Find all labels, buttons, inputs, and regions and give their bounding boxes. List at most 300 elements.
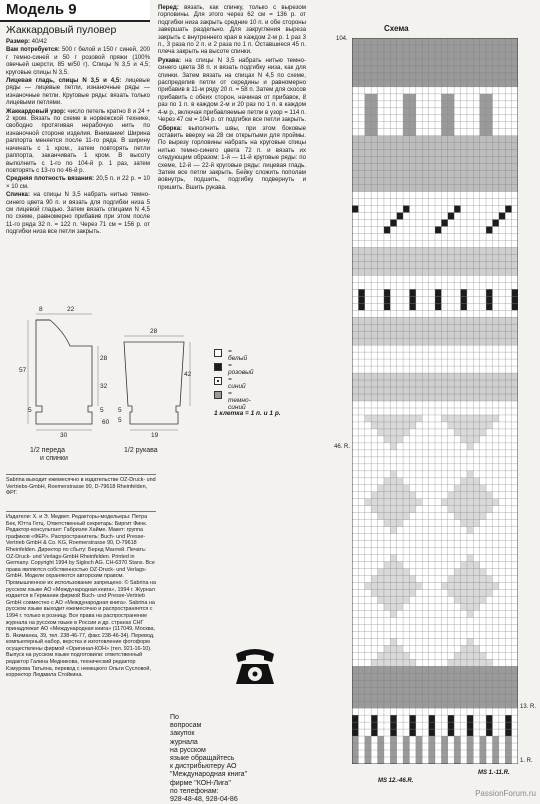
chart-cell [480, 736, 486, 743]
dim-neck: 22 [67, 306, 75, 313]
chart-cell [384, 596, 390, 603]
chart-cell [409, 115, 415, 122]
chart-cell [461, 429, 467, 436]
chart-cell [492, 736, 498, 743]
instructions-mid-column [158, 4, 306, 192]
chart-cell [441, 736, 447, 743]
chart-cell [480, 743, 486, 750]
chart-cell [461, 659, 467, 666]
dim-total-height: 57 [19, 367, 27, 374]
chart-cell [429, 743, 435, 750]
chart-cell [480, 94, 486, 101]
chart-cell [352, 729, 358, 736]
chart-cell [403, 596, 409, 603]
imprint-credits: Издатели: Х. и Э. Медвет. Редакторы-модельеры: Петра Бек, Ютта Гетц. Ответственный секретарь: Биргит Финк. Редактор-консультант: Габриэле Хайме. Макет: группа графиков «ФЕР». Распространитель: Buch- und Presse-Vertrieb GmbH & Co. KG, Roemerstrasse 90, D-79618 Rheinfelden. Директор по сбыту: Бернд Мантей. Печать: OZ-Druck- und Verlags-GmbH Rheinfelden. Printed in Germany. Copyright 1994 by Sigloch AG. CH-6370 Stans. Все права являются собственностью OZ-Druck- und Verlags-GmbH. Модели охраняются авторским правом. Промышленное их использование запрещено. © Sabrina на русском языке АО «Международная книга», 1994 г. Журнал издается в Германии фирмой Buch- und Presse-Vertrieb GmbH совместно с АО «Международная книга». Sabrina на русском языке выходит ежемесячно и распространяется с 1994 г. только в розницу. Все права на распространение журнала на русском языке в России и др. странах СНГ принадлежат АО «Международная книга» (117049, Москва, Б. Якиманка, 39, тел. 238-46-77, факс 238-46-34). Перевод, компьютерный набор, верстка и изготовление фотоформ осуществлены фирмой «Оригинал-КОН» (тел. 921-16-10). Выпуск на русском языке подготовили: ответственный редактор Галина Медникова, технический редактор Кэмурова Татьяна, перевод с немецкого Ольги Сусловой, корректор Людмила Стойкина. [6, 511, 156, 679]
chart-cell [467, 471, 473, 478]
chart-cell [390, 596, 396, 603]
chart-cell [467, 436, 473, 443]
chart-cell [467, 743, 473, 750]
chart-cell [454, 736, 460, 743]
chart-cell [467, 499, 473, 506]
chart-cell [473, 513, 479, 520]
chart-cell [371, 715, 377, 722]
chart-cell [409, 492, 415, 499]
chart-cell [390, 485, 396, 492]
chart-cell [480, 513, 486, 520]
chart-cell [384, 645, 390, 652]
chart-cell [416, 750, 422, 757]
chart-cell [480, 757, 486, 764]
front-back-outline [36, 320, 92, 424]
chart-cell [403, 485, 409, 492]
chart-cell [467, 638, 473, 645]
dim-armhole: 28 [100, 355, 108, 362]
chart-cell [454, 750, 460, 757]
chart-cell [384, 485, 390, 492]
dim-hem-right: 5 [100, 407, 104, 414]
chart-cell [467, 555, 473, 562]
chart-cell [492, 499, 498, 506]
chart-cell [454, 589, 460, 596]
page-title: Модель 9 [6, 1, 77, 18]
distributor-ad: По вопросам закупок журнала на русском языке обращайтесь к дистрибьютеру АО "Международная книга" фирме "КОН-Лига" по телефонам: 928-48-48, 928-04-86 [170, 714, 248, 804]
chart-cell [467, 736, 473, 743]
chart-cell [486, 122, 492, 129]
chart-cell [365, 122, 371, 129]
chart-cell [397, 415, 403, 422]
chart-cell [371, 499, 377, 506]
chart-cell [352, 722, 358, 729]
chart-cell [390, 583, 396, 590]
chart-cell [384, 499, 390, 506]
chart-cell [390, 638, 396, 645]
chart-cell [435, 226, 441, 233]
chart-cell [416, 415, 422, 422]
chart-cell [384, 289, 390, 296]
chart-cell [390, 729, 396, 736]
chart-cell [441, 415, 447, 422]
chart-cell [448, 576, 454, 583]
chart-cell [467, 589, 473, 596]
chart-cell [441, 583, 447, 590]
chart-cell [378, 596, 384, 603]
chart-cell [365, 129, 371, 136]
chart-cell [403, 569, 409, 576]
sleeve-outline [124, 342, 184, 424]
chart-cell [378, 750, 384, 757]
chart-cell [492, 583, 498, 590]
chart-cell [429, 750, 435, 757]
chart-cell [409, 101, 415, 108]
chart-cell [448, 492, 454, 499]
chart-cell [403, 101, 409, 108]
chart-cell [448, 101, 454, 108]
chart-cell [416, 736, 422, 743]
swatch-pink-icon [214, 363, 222, 371]
chart-cell [454, 513, 460, 520]
chart-cell [403, 492, 409, 499]
chart-cell [390, 499, 396, 506]
chart-cell [390, 736, 396, 743]
chart-cell [365, 736, 371, 743]
chart-cell [512, 296, 518, 303]
chart-cell [473, 576, 479, 583]
chart-cell [461, 303, 467, 310]
chart-cell [448, 422, 454, 429]
chart-cell [486, 492, 492, 499]
chart-cell [486, 94, 492, 101]
chart-cell [467, 659, 473, 666]
chart-cell [397, 436, 403, 443]
imprint-publisher: Sabrina выходит ежемесячно в издательстве OZ-Druck- und Vertriebs-GmbH, Roemerstrasse 90, D-79618 Rheinfelden, ФРГ. [6, 474, 156, 497]
chart-cell [480, 659, 486, 666]
chart-cell [473, 478, 479, 485]
chart-cell [371, 94, 377, 101]
chart-cell [352, 757, 358, 764]
chart-cell [397, 422, 403, 429]
chart-cell [454, 583, 460, 590]
chart-cell [390, 492, 396, 499]
chart-cell [390, 422, 396, 429]
paragraph-stockinette: Лицевая гладь, спицы N 3,5 и 4,5: лицевые ряды — лицевые петли, изнаночные ряды — изнаночные петли. Круговые ряды: вязать только лицевыми петлями. [6, 77, 150, 107]
chart-cell [480, 115, 486, 122]
chart-cell [480, 101, 486, 108]
chart-cell [416, 757, 422, 764]
paragraph-materials: Вам потребуется: 500 г белой и 150 г синей, 200 г темно-синей и 50 г розовой пряжи (100% овечьей шерсти, 85 м/50 г). Спицы N 3,5 и 4,5; круговые спицы N 3,5. [6, 46, 150, 76]
chart-cell [454, 499, 460, 506]
chart-cell [454, 422, 460, 429]
chart-cell [403, 415, 409, 422]
chart-cell [409, 715, 415, 722]
chart-cell [467, 485, 473, 492]
chart-cell [505, 736, 511, 743]
chart-cell [486, 422, 492, 429]
chart-cell [390, 443, 396, 450]
chart-cell [486, 101, 492, 108]
chart-cell [480, 499, 486, 506]
chart-cell [448, 122, 454, 129]
chart-cell [467, 506, 473, 513]
chart-cell [454, 743, 460, 750]
chart-cell [448, 115, 454, 122]
chart-cell [480, 506, 486, 513]
chart-cell [461, 520, 467, 527]
chart-cell [486, 115, 492, 122]
chart-cell [473, 506, 479, 513]
chart-cell [473, 645, 479, 652]
chart-cell [505, 729, 511, 736]
chart-cell [467, 429, 473, 436]
chart-cell [409, 289, 415, 296]
chart-cell [486, 506, 492, 513]
chart-cell [467, 715, 473, 722]
chart-cell [486, 583, 492, 590]
chart-cell [441, 115, 447, 122]
chart-cell [371, 129, 377, 136]
chart-cell [378, 743, 384, 750]
chart-cell [480, 422, 486, 429]
chart-cell [435, 289, 441, 296]
row-label-1: 1. R. [520, 758, 533, 764]
dim-bottom-width: 30 [60, 432, 68, 439]
chart-cell [448, 415, 454, 422]
chart-cell [461, 485, 467, 492]
chart-cell [467, 750, 473, 757]
chart-cell [441, 101, 447, 108]
chart-cell [448, 94, 454, 101]
chart-cell [403, 422, 409, 429]
chart-cell [403, 206, 409, 213]
chart-cell [461, 436, 467, 443]
row-label-46: 46. R. [334, 444, 351, 450]
chart-cell [397, 569, 403, 576]
chart-cell [365, 94, 371, 101]
chart-cell [492, 415, 498, 422]
chart-cell [467, 645, 473, 652]
chart-cell [390, 659, 396, 666]
chart-cell [480, 429, 486, 436]
chart-cell [378, 757, 384, 764]
chart-cell [461, 415, 467, 422]
dim-sleeve-height: 42 [184, 371, 192, 378]
chart-cell [409, 122, 415, 129]
chart-cell [384, 603, 390, 610]
chart-cell [473, 569, 479, 576]
chart-cell [441, 108, 447, 115]
chart-cell [403, 576, 409, 583]
chart-cell [461, 513, 467, 520]
chart-cell [441, 757, 447, 764]
chart-cell [467, 569, 473, 576]
chart-cell [390, 750, 396, 757]
chart-cell [512, 289, 518, 296]
chart-cell [397, 520, 403, 527]
chart-cell [384, 478, 390, 485]
chart-cell [397, 576, 403, 583]
chart-cell [409, 583, 415, 590]
chart-cell [473, 652, 479, 659]
chart-cell [454, 206, 460, 213]
chart-cell [467, 513, 473, 520]
chart-cell [480, 583, 486, 590]
chart-cell [378, 659, 384, 666]
chart-cell [473, 429, 479, 436]
chart-cell [473, 422, 479, 429]
chart-cell [384, 296, 390, 303]
chart-cell [371, 722, 377, 729]
chart-cell [505, 743, 511, 750]
chart-cell [461, 596, 467, 603]
chart-cell [486, 296, 492, 303]
chart-cell [397, 492, 403, 499]
chart-cell [371, 122, 377, 129]
chart-cell [467, 610, 473, 617]
chart-cell [384, 422, 390, 429]
chart-cell [390, 220, 396, 227]
chart-cell [390, 757, 396, 764]
chart-cell [358, 296, 364, 303]
chart-cell [416, 499, 422, 506]
row-label-104: 104. [336, 36, 348, 42]
title-bar [0, 0, 150, 22]
chart-cell [480, 415, 486, 422]
magazine-page: Модель 9 Жаккардовый пуловер Размер: 40/42 Вам потребуется: 500 г белой и 150 г синей, 200 г темно-синей и 50 г розовой пряжи (100% овечьей шерсти, 85 м/50 г). Спицы N 3,5 и 4,5; круговые спицы N 3,5. Лицевая гладь, спицы N 3,5 и 4,5: лицевые ряды — лицевые петли, изнаночные ряды — изнаночные петли. Круговые ряды: вязать только лицевыми петлями. Жаккардовый узор: число петель кратно 8 и 24 + 2 кром. Вязать по схеме в норвежской технике, свободно протягивая нерабочую нить по изнаночной стороне изделия. Внимание! Ширина раппорта меняется после 11-го ряда. В ширину начинать с 1 кром., затем повторять петли раппорта, заканчивать 1 кром. В высоту выполнить с 1-го по 104-й р. 1 раз, затем повторять с 13-го по 46-й р. Средняя плотность вязания: 20,5 п. и 22 р. = 10 × 10 см. Спинка: на спицы N 3,5 набрать нитью темно-синего цвета 90 п. и вязать для подгибки низа 5 см лицевой гладью. Затем вязать спицами N 4,5 по схеме, равномерно прибавив при этом после 11-го ряда 32 п. = 122 п. Через 71 см = 156 р. от подгибки низа все петли закрыть. Перед: вязать, как спинку, только с вырезом горловины. Для этого через 62 см = 136 р. от подгибки низа закрыть средние 10 п. и обе стороны завершать раздельно. Для закругления выреза закрыть с внутреннего края в каждом 2-м р. 1 раз 3 п., 3 раза по 2 п. и 2 раза по 1 п. Оставшиеся 45 п. плеча закрыть на высоте спинки. Рукава: на спицы N 3,5 набрать нитью темно-синего цвета 38 п. и вязать подгибку низа, как для спинки. Затем вязать на спицах N 4,5 по схеме, распределив петли от середины и равномерно прибавив в 11-м ряду 20 п. = 58 п. Затем для скосов прибавить с обеих сторон, начиная от прибавок, 8 раз по 1 п. в каждом 2-м и 20 раз по 1 п. в каждом 4-м р., включая прибавляемые петли в узор = 114 п. Через 47 см = 104 р. от подгибки все петли закрыть. Сборка: выполнить швы, при этом боковые оставить вверху на 28 см открытыми для проймы. По вырезу горловины набрать на круговые спицы нитью темно-синего цвета 72 п. и вязать их следующим образом: 1-й — 11-й круговые ряды: по схеме, 12-й — 22-й круговые ряды: лицевая гладь. Затем все петли закрыть. Бейку сложить пополам вовнутрь, подшить, подгибку подвернуть и пришить. Вшить рукава. 8 22 57 28 32 5 5 30 60 28 42 5 5 19 1/2 переда и спинки 1/2 рукава = белый = розовый = синий = темно-синий 1 клетка = 1 п. и 1 р. Схема 104. 46. R. 13. R. 1. R. MS 12.-46.R. MS 1.-11.R. Sabrina выходит ежемесячно в издательстве OZ-Druck- und Vertriebs-GmbH, Roemerstrasse 90, D-79618 Rheinfelden, ФРГ. Издатели: Х. и Э. Медвет. Редакторы-модельеры: Петра Бек, Ютта Гетц. Ответственный секретарь: Биргит Финк. Редактор-консультант: Габриэле Хайме. Макет: группа графиков «ФЕР». Распространитель: Buch- und Presse-Vertrieb GmbH & Co. KG, Roemerstrasse 90, D-79618 Rheinfelden. Директор по сбыту: Бернд Мантей. Печать: OZ-Druck- und Verlags-GmbH Rheinfelden. Printed in Germany. Copyright 1994 by Sigloch AG. CH-6370 Stans. Все права являются собственностью OZ-Druck- und Verlags-GmbH. Модели охраняются авторским правом. Промышленное их использование запрещено. © Sabrina на русском языке АО «Международная книга», 1994 г. Журнал издается в Германии фирмой Buch- und Presse-Vertrieb GmbH совместно с АО «Международная книга». Sabrina на русском языке выходит ежемесячно и распространяется с 1994 г. только в розницу. Все права на распространение журнала на русском языке в России и др. странах СНГ принадлежат АО «Международная книга» (117049, Москва, Б. Якиманка, 39, тел. 238-46-77, факс 238-46-34). Перевод, компьютерный набор, верстка и изготовление фотоформ осуществлены фирмой «Оригинал-КОН» (тел. 921-16-10). Выпуск на русском языке подготовили: ответственный редактор Галина Медникова, технический редактор Кэмурова Татьяна, перевод с немецкого Ольги Сусловой, корректор Людмила Стойкина. По вопросам закупок журнала на русском языке обращайтесь к дистрибьютеру АО "Международная книга" фирме "КОН-Лига" по телефонам: 928-48-48, 928-04-86 PassionForum.ru [0, 0, 540, 800]
chart-cell [461, 478, 467, 485]
chart-cell [390, 589, 396, 596]
chart-cell [416, 583, 422, 590]
dim-top-width: 8 [39, 306, 43, 313]
dim-side: 32 [100, 383, 108, 390]
paragraph-jacquard: Жаккардовый узор: число петель кратно 8 и 24 + 2 кром. Вязать по схеме в норвежской технике, свободно протягивая нерабочую нить по изнаночной стороне изделия. Внимание! Ширина раппорта меняется после 11-го ряда. В ширину начинать с 1 кром., затем повторять петли раппорта, заканчивать 1 кром. В высоту выполнить с 1-го по 104-й р. 1 раз, затем повторять с 13-го по 46-й р. [6, 107, 150, 174]
chart-cell [409, 729, 415, 736]
telephone-icon [232, 644, 278, 688]
chart-cell [378, 499, 384, 506]
chart-cell [486, 715, 492, 722]
caption-front-1: 1/2 переда [30, 447, 65, 454]
chart-cell [473, 596, 479, 603]
chart-cell [461, 422, 467, 429]
chart-cell [384, 492, 390, 499]
chart-cell [467, 415, 473, 422]
chart-cell [441, 750, 447, 757]
chart-cell [448, 729, 454, 736]
chart-cell [480, 576, 486, 583]
chart-cell [397, 645, 403, 652]
chart-cell [473, 415, 479, 422]
dim-bottom-right: 60 [102, 419, 110, 426]
chart-cell [378, 589, 384, 596]
chart-cell [454, 415, 460, 422]
chart-cell [397, 513, 403, 520]
chart-cell [461, 589, 467, 596]
swatch-navy-icon [214, 391, 222, 399]
chart-cell [390, 576, 396, 583]
paragraph-gauge: Средняя плотность вязания: 20,5 п. и 22 р. = 10 × 10 см. [6, 175, 150, 190]
chart-cell [505, 757, 511, 764]
chart-cell [409, 722, 415, 729]
chart-cell [441, 499, 447, 506]
chart-cell [473, 485, 479, 492]
chart-cell [397, 589, 403, 596]
chart-cell [492, 757, 498, 764]
chart-cell [473, 520, 479, 527]
chart-cell [403, 743, 409, 750]
chart-cell [397, 485, 403, 492]
chart-cell [435, 303, 441, 310]
chart-cell [390, 722, 396, 729]
chart-cell [384, 652, 390, 659]
chart-cell [409, 576, 415, 583]
chart-cell [467, 603, 473, 610]
chart-cell [384, 576, 390, 583]
chart-cell [486, 226, 492, 233]
chart-cell [378, 652, 384, 659]
chart-cell [448, 506, 454, 513]
dim-sleeve-bottom: 19 [151, 432, 159, 439]
chart-cell [390, 478, 396, 485]
chart-cell [467, 492, 473, 499]
chart-cell [454, 485, 460, 492]
chart-cell [365, 115, 371, 122]
chart-cell [384, 436, 390, 443]
chart-cell [473, 499, 479, 506]
chart-cell [403, 736, 409, 743]
chart-cell [403, 652, 409, 659]
chart-cell [409, 296, 415, 303]
chart-cell [409, 499, 415, 506]
chart-cell [384, 562, 390, 569]
row-label-13: 13. R. [520, 704, 537, 710]
paragraph-size: Размер: 40/42 [6, 38, 47, 45]
chart-cell [486, 108, 492, 115]
chart-cell [371, 492, 377, 499]
swatch-white-icon [214, 349, 222, 357]
chart-cell [403, 122, 409, 129]
chart-cell [403, 750, 409, 757]
chart-cell [397, 213, 403, 220]
chart-cell [390, 527, 396, 534]
chart-cell [461, 492, 467, 499]
chart-cell [486, 303, 492, 310]
watermark: PassionForum.ru [475, 789, 536, 798]
paragraph-sleeves: Рукава: на спицы N 3,5 набрать нитью темно-синего цвета 38 п. и вязать подгибку низа, как для спинки. Затем вязать на спицах N 4,5 по схеме, распределив петли от середины и равномерно прибавив в 11-м ряду 20 п. = 58 п. Затем для скосов прибавить с обеих сторон, начиная от прибавок, 8 раз по 1 п. в каждом 2-м и 20 раз по 1 п. в каждом 4-м р., включая прибавляемые петли в узор = 114 п. Через 47 см = 104 р. от подгибки все петли закрыть. [158, 56, 306, 124]
chart-cell [429, 715, 435, 722]
chart-cell [467, 576, 473, 583]
chart-cell [403, 506, 409, 513]
chart-cell [441, 94, 447, 101]
chart-cell [397, 506, 403, 513]
chart-cell [403, 499, 409, 506]
chart-cell [505, 750, 511, 757]
chart-cell [390, 652, 396, 659]
chart-cell [473, 436, 479, 443]
chart-cell [365, 583, 371, 590]
paragraph-back: Спинка: на спицы N 3,5 набрать нитью темно-синего цвета 90 п. и вязать для подгибки низа 5 см лицевой гладью. Затем вязать спицами N 4,5 по схеме, равномерно прибавив при этом после 11-го ряда 32 п. = 122 п. Через 71 см = 156 р. от подгибки низа все петли закрыть. [6, 191, 150, 236]
chart-cell [416, 743, 422, 750]
chart-cell [467, 478, 473, 485]
chart-cell [409, 94, 415, 101]
chart-cell [384, 589, 390, 596]
dim-sleeve-top: 28 [150, 328, 158, 335]
chart-cell [461, 645, 467, 652]
chart-cell [397, 583, 403, 590]
chart-cell [467, 757, 473, 764]
chart-cell [441, 122, 447, 129]
chart-cell [403, 583, 409, 590]
chart-cell [384, 429, 390, 436]
chart-cell [378, 492, 384, 499]
chart-cell [467, 422, 473, 429]
chart-cell [378, 569, 384, 576]
chart-cell [371, 506, 377, 513]
chart-cell [461, 652, 467, 659]
chart-cell [409, 659, 415, 666]
schema-title: Схема [384, 24, 409, 33]
chart-cell [448, 583, 454, 590]
instructions-left-column [6, 38, 150, 237]
chart-cell [390, 513, 396, 520]
chart-cell [378, 583, 384, 590]
caption-sleeve: 1/2 рукава [124, 447, 158, 454]
chart-cell [429, 757, 435, 764]
chart-cell [454, 506, 460, 513]
chart-cell [441, 743, 447, 750]
chart-cell [403, 115, 409, 122]
chart-cell [390, 506, 396, 513]
chart-cell [473, 589, 479, 596]
chart-cell [473, 603, 479, 610]
chart-cell [397, 652, 403, 659]
